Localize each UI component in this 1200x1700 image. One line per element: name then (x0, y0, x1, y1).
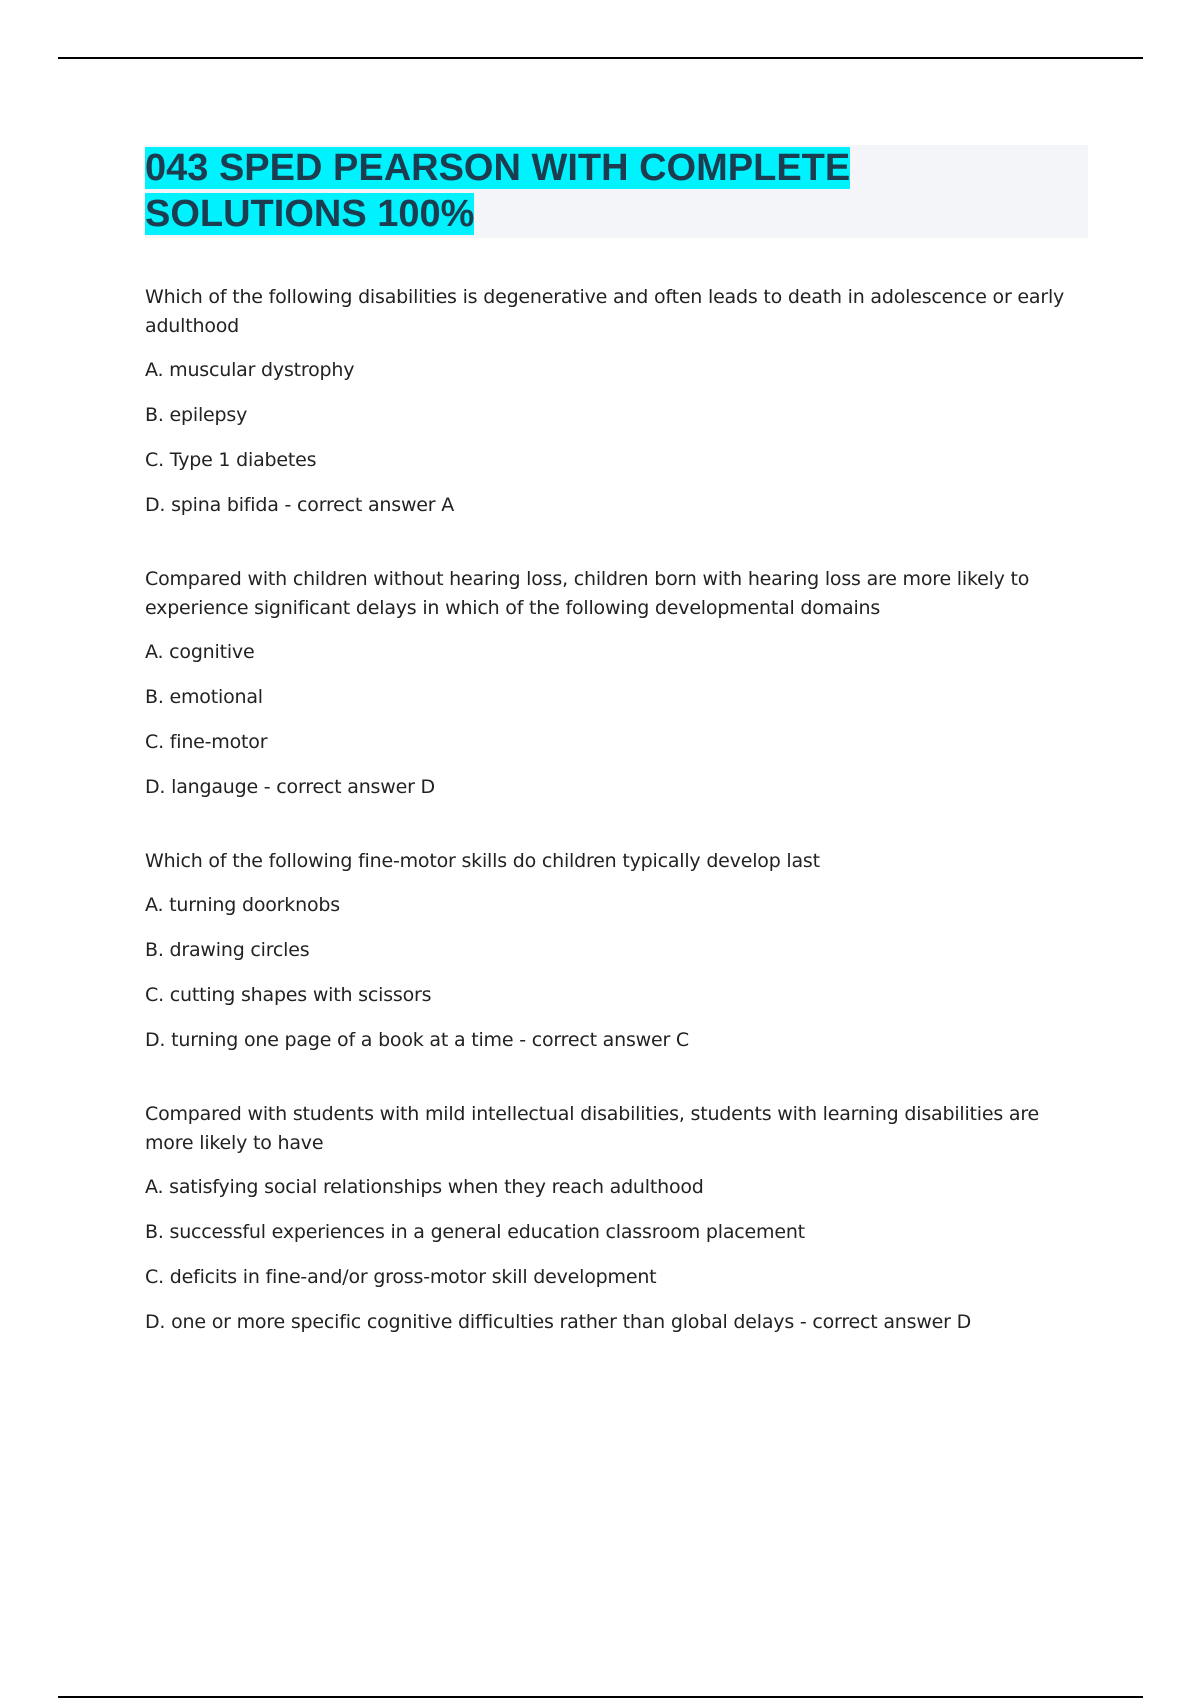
answer-option: C. deficits in fine-and/or gross-motor skill development (145, 1266, 657, 1288)
question-block (145, 283, 1085, 520)
title-highlight: 043 SPED PEARSON WITH COMPLETE SOLUTIONS 100% (145, 147, 851, 235)
answer-option: D. langauge - correct answer D (145, 776, 435, 798)
answer-option: B. emotional (145, 686, 263, 708)
answer-option: D. spina bifida - correct answer A (145, 494, 455, 516)
question-list (145, 283, 1085, 1382)
answer-option: A. cognitive (145, 641, 255, 663)
top-rule (58, 57, 1143, 59)
answer-option: A. satisfying social relationships when they reach adulthood (145, 1176, 704, 1198)
answer-option: A. muscular dystrophy (145, 359, 355, 381)
answer-option: D. turning one page of a book at a time - correct answer C (145, 1029, 689, 1051)
question-block (145, 1100, 1085, 1337)
question-text: Which of the following fine-motor skills do children typically develop last (145, 850, 820, 872)
title-block (145, 145, 1088, 238)
answer-option: A. turning doorknobs (145, 894, 340, 916)
answer-option: C. cutting shapes with scissors (145, 984, 432, 1006)
question-block (145, 847, 1085, 1055)
answer-option: C. Type 1 diabetes (145, 449, 317, 471)
document-title (145, 145, 905, 237)
question-block (145, 565, 1085, 802)
answer-option: D. one or more specific cognitive difficulties rather than global delays - correct answer D (145, 1311, 972, 1333)
answer-option: C. fine-motor (145, 731, 268, 753)
question-text: Compared with students with mild intellectual disabilities, students with learning disabilities are more likely to have (145, 1103, 1040, 1154)
answer-option: B. drawing circles (145, 939, 310, 961)
answer-option: B. epilepsy (145, 404, 248, 426)
bottom-rule (58, 1696, 1143, 1698)
question-text: Compared with children without hearing loss, children born with hearing loss are more likely to experience significant delays in which of the following developmental domains (145, 568, 1030, 619)
question-text: Which of the following disabilities is degenerative and often leads to death in adolescence or early adulthood (145, 286, 1065, 337)
answer-option: B. successful experiences in a general education classroom placement (145, 1221, 805, 1243)
